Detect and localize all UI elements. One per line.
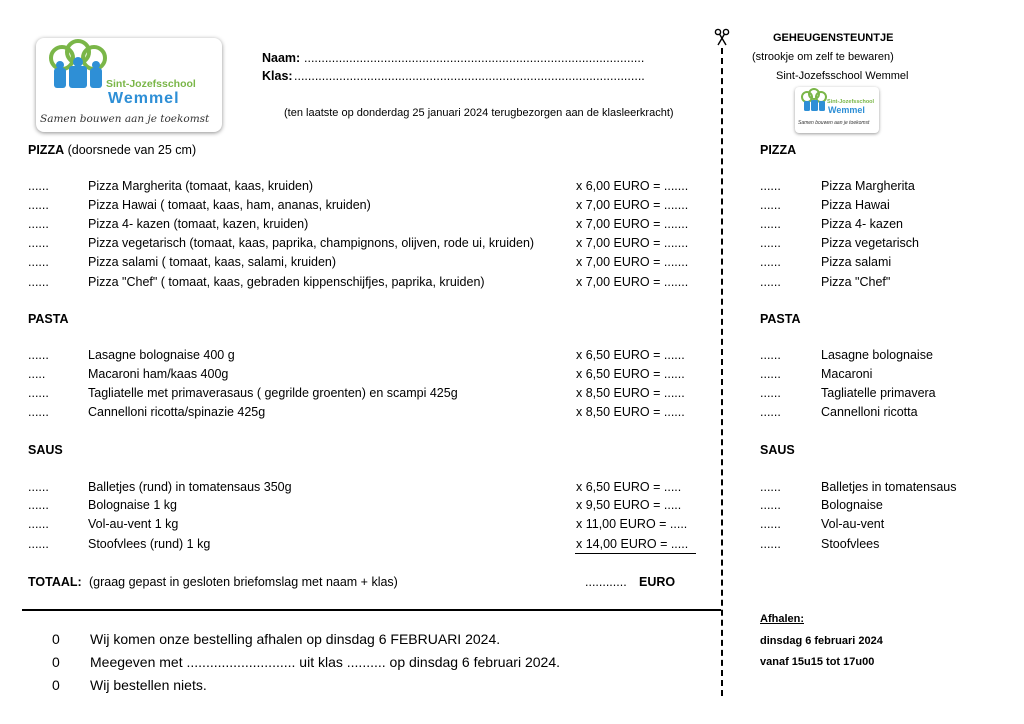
quantity-field[interactable]: ...... [28, 275, 49, 289]
item-price: x 6,00 EURO = ....... [576, 179, 689, 193]
stub-row [760, 386, 1000, 404]
item-name: Pizza "Chef" ( tomaat, kaas, gebraden kippenschijfjes, paprika, kruiden) [88, 275, 485, 289]
totaal-field[interactable]: ............ [585, 575, 627, 589]
quantity-field[interactable]: ...... [28, 179, 49, 193]
order-row [28, 498, 708, 516]
stub-item-name: Tagliatelle primavera [821, 386, 936, 400]
quantity-field[interactable]: ...... [28, 405, 49, 419]
item-name: Bolognaise 1 kg [88, 498, 177, 512]
stub-subtitle: (strookje om zelf te bewaren) [752, 51, 894, 63]
item-price: x 7,00 EURO = ....... [576, 255, 689, 269]
school-logo-small [795, 87, 879, 133]
logo-small-line1: Sint-Jozefsschool [827, 99, 875, 105]
naam-label: Naam: [262, 51, 301, 65]
item-name: Pizza 4- kazen (tomaat, kazen, kruiden) [88, 217, 309, 231]
saus-heading: SAUS [28, 443, 63, 457]
order-row [28, 179, 708, 197]
stub-title: GEHEUGENSTEUNTJE [773, 32, 894, 44]
stub-quantity-field[interactable]: ...... [760, 386, 781, 400]
order-row [28, 348, 708, 366]
item-name: Balletjes (rund) in tomatensaus 350g [88, 480, 292, 494]
option-text: Wij komen onze bestelling afhalen op dinsdag 6 FEBRUARI 2024. [90, 631, 501, 647]
item-name: Cannelloni ricotta/spinazie 425g [88, 405, 266, 419]
totaal-label: TOTAAL: [28, 575, 82, 589]
order-row [28, 217, 708, 235]
quantity-field[interactable]: ...... [28, 198, 49, 212]
option-checkbox[interactable]: 0 [52, 677, 60, 693]
item-price: x 7,00 EURO = ....... [576, 275, 689, 289]
stub-row [760, 255, 1000, 273]
stub-item-name: Pizza vegetarisch [821, 236, 919, 250]
item-price: x 6,50 EURO = ...... [576, 348, 685, 362]
stub-row [760, 405, 1000, 423]
stub-quantity-field[interactable]: ...... [760, 498, 781, 512]
section-divider [22, 609, 721, 611]
order-row [28, 367, 708, 385]
logo-small-tagline: Samen bouwen aan je toekomst [798, 120, 870, 126]
order-row [28, 255, 708, 273]
quantity-field[interactable]: ...... [28, 348, 49, 362]
item-price: x 6,50 EURO = ...... [576, 367, 685, 381]
item-name: Pizza salami ( tomaat, kaas, salami, kruiden) [88, 255, 337, 269]
item-price: x 8,50 EURO = ...... [576, 405, 685, 419]
item-price: x 7,00 EURO = ....... [576, 236, 689, 250]
stub-quantity-field[interactable]: ...... [760, 537, 781, 551]
item-name: Pizza vegetarisch (tomaat, kaas, paprika, champignons, olijven, rode ui, kruiden) [88, 236, 535, 250]
naam-field[interactable]: .................................................................................................. [304, 51, 645, 65]
pizza-heading-label: PIZZA [28, 143, 65, 157]
quantity-field[interactable]: ...... [28, 480, 49, 494]
quantity-field[interactable]: ...... [28, 517, 49, 531]
stub-item-name: Stoofvlees [821, 537, 880, 551]
stub-quantity-field[interactable]: ...... [760, 480, 781, 494]
stub-saus-heading: SAUS [760, 443, 795, 457]
quantity-field[interactable]: ...... [28, 537, 49, 551]
item-price: x 14,00 EURO = ..... [576, 537, 689, 551]
stub-row [760, 236, 1000, 254]
stub-item-name: Lasagne bolognaise [821, 348, 933, 362]
stub-item-name: Vol-au-vent [821, 517, 885, 531]
stub-item-name: Pizza Margherita [821, 179, 915, 193]
logo-small-line2: Wemmel [828, 105, 865, 115]
item-price: x 6,50 EURO = ..... [576, 480, 682, 494]
stub-afhalen-date: dinsdag 6 februari 2024 [760, 635, 883, 647]
item-name: Macaroni ham/kaas 400g [88, 367, 229, 381]
quantity-field[interactable]: ..... [28, 367, 46, 381]
item-name: Stoofvlees (rund) 1 kg [88, 537, 211, 551]
stub-item-name: Balletjes in tomatensaus [821, 480, 957, 494]
order-row [28, 275, 708, 293]
quantity-field[interactable]: ...... [28, 498, 49, 512]
stub-item-name: Bolognaise [821, 498, 883, 512]
stub-quantity-field[interactable]: ...... [760, 217, 781, 231]
item-price: x 8,50 EURO = ...... [576, 386, 685, 400]
return-note: (ten laatste op donderdag 25 januari 2024 terugbezorgen aan de klasleerkracht) [284, 107, 674, 119]
order-row [28, 517, 708, 535]
order-row [28, 198, 708, 216]
item-price: x 9,50 EURO = ..... [576, 498, 682, 512]
stub-pasta-heading: PASTA [760, 312, 801, 326]
option-checkbox[interactable]: 0 [52, 631, 60, 647]
order-row [28, 386, 708, 404]
stub-quantity-field[interactable]: ...... [760, 198, 781, 212]
stub-quantity-field[interactable]: ...... [760, 517, 781, 531]
sum-underline [575, 553, 696, 554]
stub-row [760, 537, 1000, 555]
item-name: Pizza Hawai ( tomaat, kaas, ham, ananas, kruiden) [88, 198, 371, 212]
stub-row [760, 498, 1000, 516]
order-row [28, 480, 708, 498]
logo-line1: Sint-Jozefsschool [106, 78, 196, 90]
option-checkbox[interactable]: 0 [52, 654, 60, 670]
totaal-note: (graag gepast in gesloten briefomslag met naam + klas) [89, 575, 398, 589]
logo-line2: Wemmel [108, 90, 180, 107]
item-price: x 11,00 EURO = ..... [576, 517, 688, 531]
option-text: Meegeven met ............................ uit klas .......... op dinsdag 6 februari 2024. [90, 654, 561, 670]
stub-quantity-field[interactable]: ...... [760, 179, 781, 193]
quantity-field[interactable]: ...... [28, 255, 49, 269]
stub-item-name: Macaroni [821, 367, 873, 381]
stub-row [760, 480, 1000, 498]
stub-row [760, 179, 1000, 197]
scissors-icon [713, 28, 731, 46]
cut-line [721, 48, 723, 696]
item-price: x 7,00 EURO = ....... [576, 217, 689, 231]
item-name: Lasagne bolognaise 400 g [88, 348, 235, 362]
stub-afhalen-time: vanaf 15u15 tot 17u00 [760, 656, 875, 668]
pasta-heading: PASTA [28, 312, 69, 326]
item-name: Tagliatelle met primaverasaus ( gegrilde groenten) en scampi 425g [88, 386, 458, 400]
stub-item-name: Pizza 4- kazen [821, 217, 903, 231]
stub-pizza-heading: PIZZA [760, 143, 797, 157]
item-price: x 7,00 EURO = ....... [576, 198, 689, 212]
item-name: Vol-au-vent 1 kg [88, 517, 179, 531]
stub-item-name: Pizza Hawai [821, 198, 890, 212]
stub-afhalen-label: Afhalen: [760, 613, 804, 625]
stub-row [760, 367, 1000, 385]
pizza-heading [28, 143, 196, 157]
stub-row [760, 275, 1000, 293]
totaal-euro: EURO [639, 575, 676, 589]
stub-quantity-field[interactable]: ...... [760, 405, 781, 419]
stub-row [760, 517, 1000, 535]
stub-quantity-field[interactable]: ...... [760, 367, 781, 381]
stub-item-name: Pizza salami [821, 255, 892, 269]
klas-label: Klas: [262, 69, 293, 83]
logo-tagline: Samen bouwen aan je toekomst [40, 113, 210, 125]
quantity-field[interactable]: ...... [28, 236, 49, 250]
item-name: Pizza Margherita (tomaat, kaas, kruiden) [88, 179, 314, 193]
option-text: Wij bestellen niets. [90, 677, 207, 693]
quantity-field[interactable]: ...... [28, 217, 49, 231]
stub-quantity-field[interactable]: ...... [760, 255, 781, 269]
stub-item-name: Pizza "Chef" [821, 275, 891, 289]
stub-row [760, 198, 1000, 216]
stub-item-name: Cannelloni ricotta [821, 405, 918, 419]
klas-field[interactable]: ..................................................................................................... [294, 69, 645, 83]
stub-school: Sint-Jozefsschool Wemmel [776, 70, 909, 82]
quantity-field[interactable]: ...... [28, 386, 49, 400]
school-logo [36, 38, 222, 132]
pizza-subheading: (doorsnede van 25 cm) [67, 143, 197, 157]
stub-row [760, 217, 1000, 235]
stub-row [760, 348, 1000, 366]
stub-quantity-field[interactable]: ...... [760, 236, 781, 250]
order-row [28, 236, 708, 254]
order-row [28, 405, 708, 423]
stub-quantity-field[interactable]: ...... [760, 348, 781, 362]
stub-quantity-field[interactable]: ...... [760, 275, 781, 289]
